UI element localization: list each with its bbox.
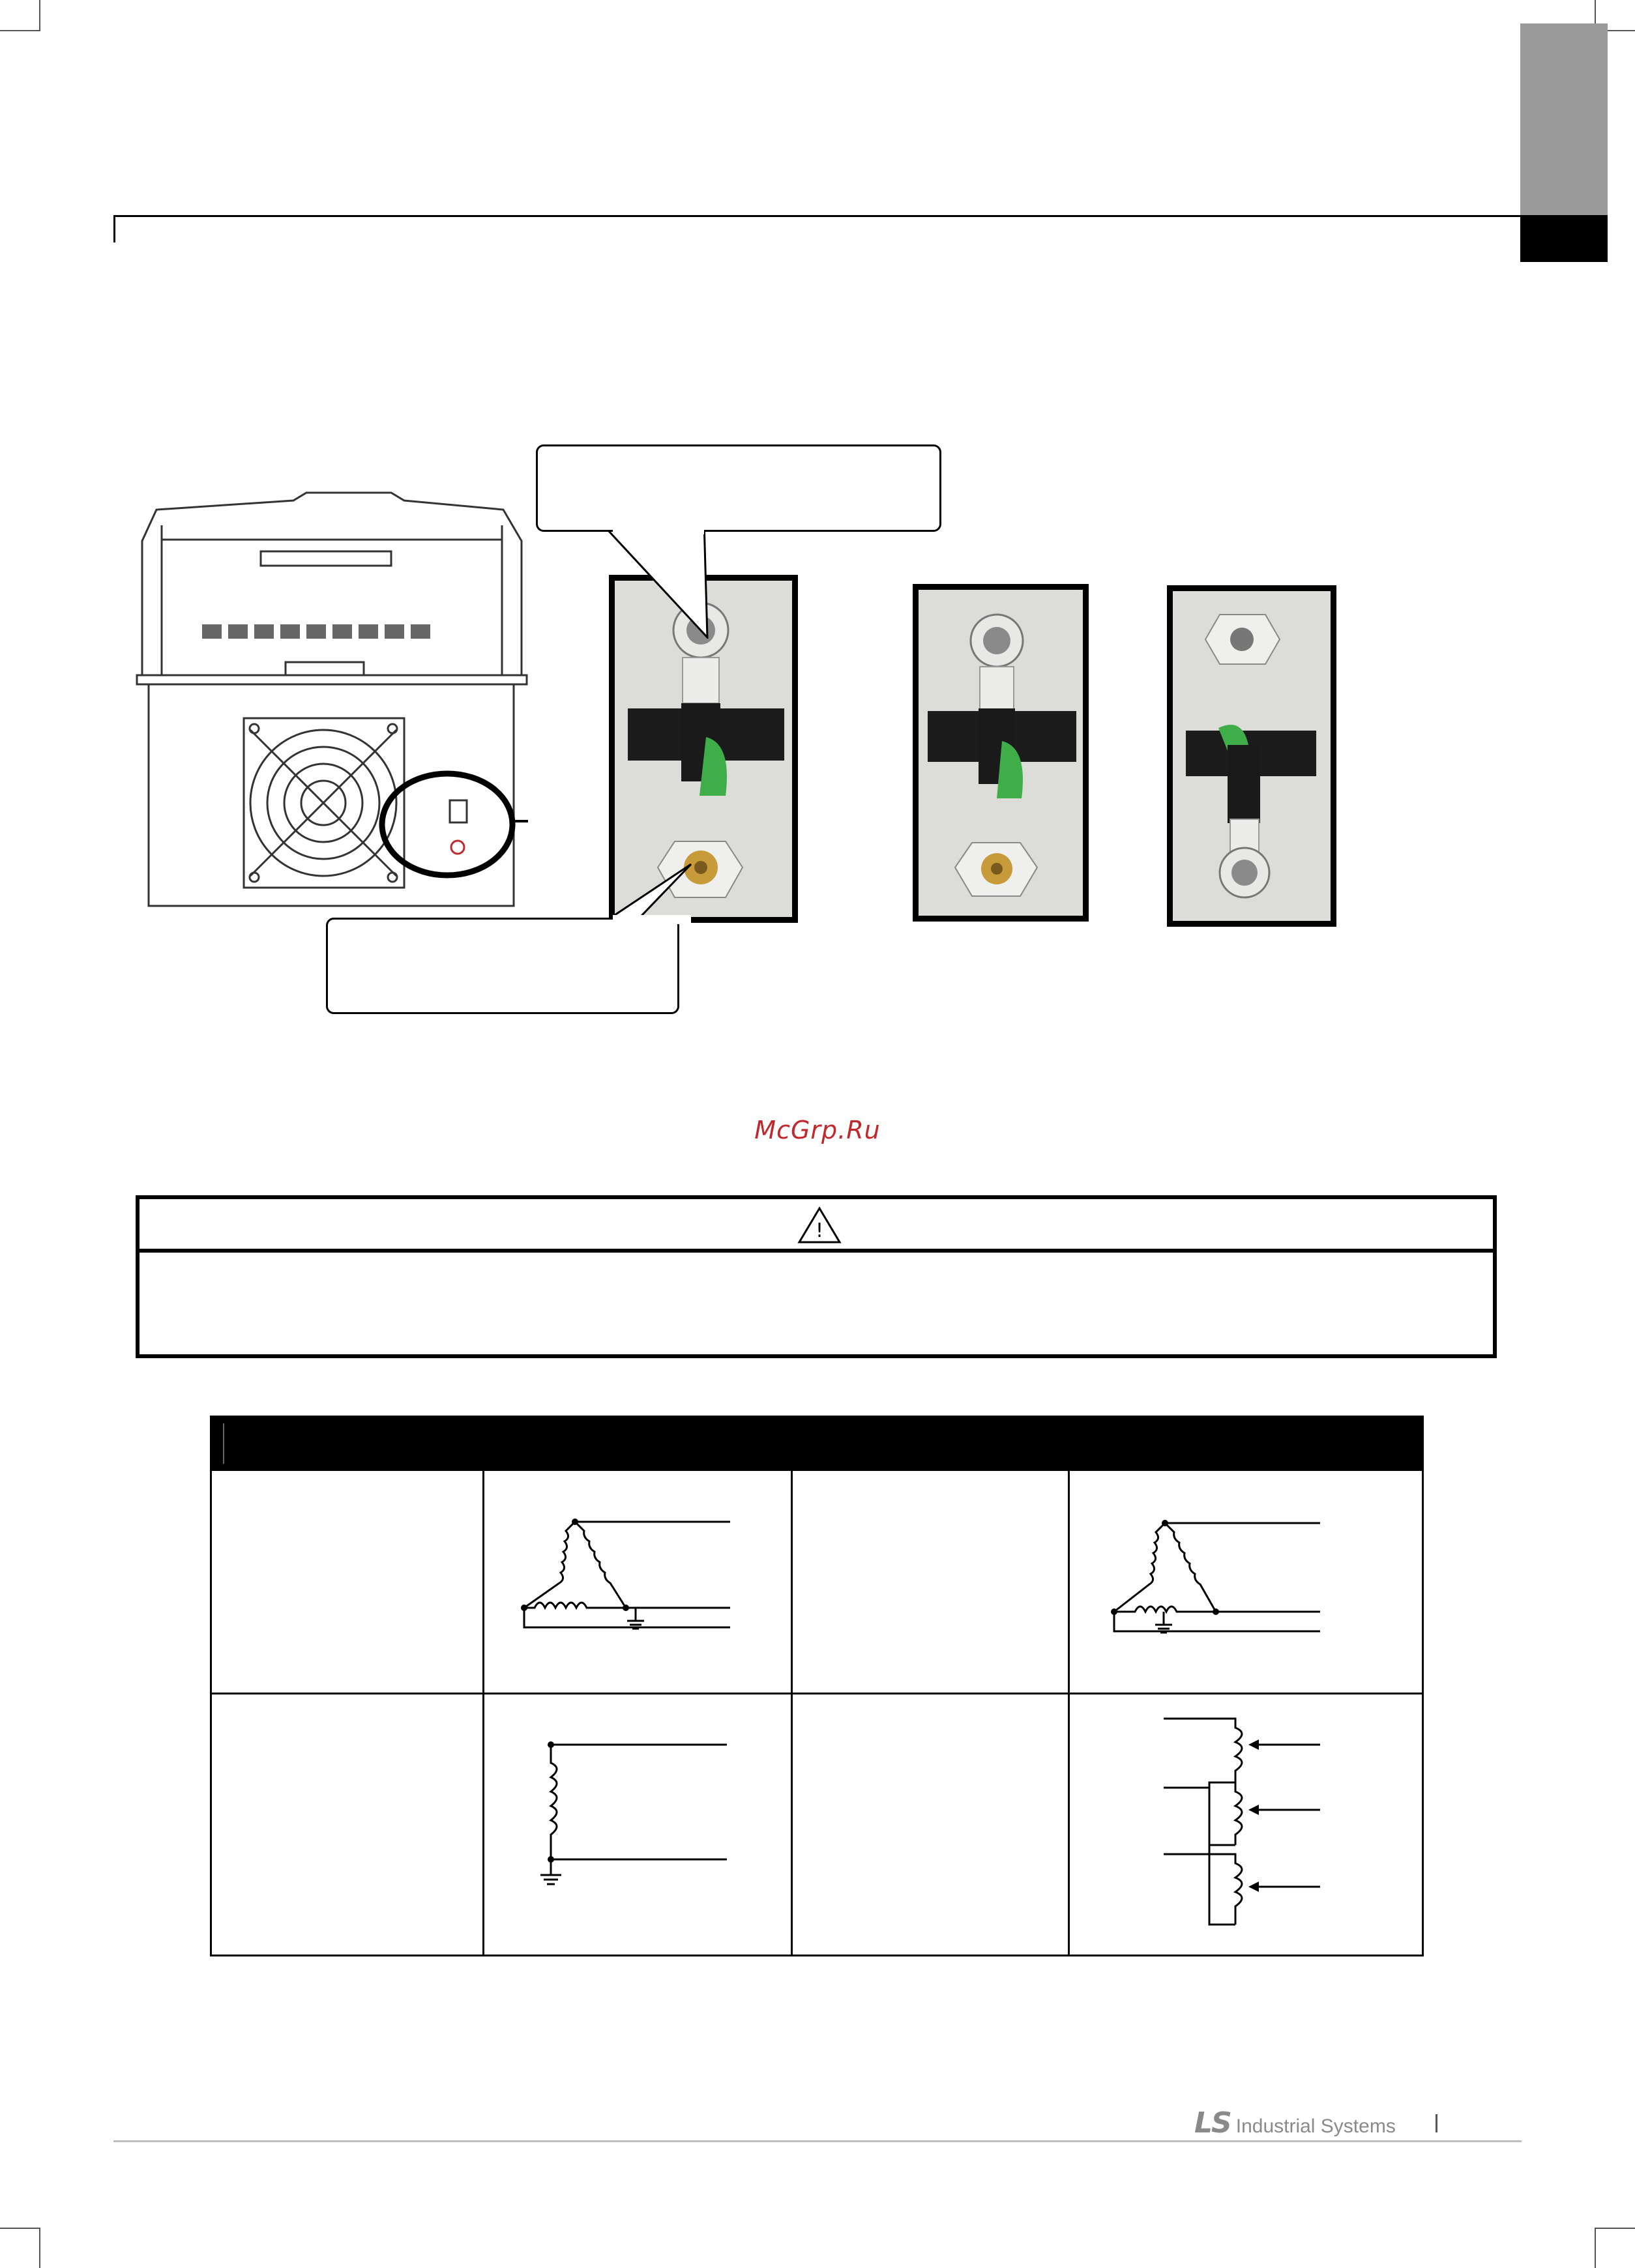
watermark: McGrp.Ru	[754, 1116, 881, 1144]
ground-terminal-photo-2	[913, 584, 1089, 922]
header-rule-tick	[113, 215, 115, 242]
table-divider	[482, 1471, 484, 1955]
crop-mark	[39, 0, 40, 31]
callout-bubble-top	[536, 444, 941, 532]
crop-mark	[1595, 2228, 1635, 2229]
table-divider	[791, 1471, 793, 1955]
crop-mark	[1595, 2228, 1596, 2268]
grounding-table	[210, 1416, 1424, 1956]
table-divider	[212, 1693, 1422, 1694]
chapter-side-tab-dark	[1520, 215, 1608, 262]
table-header	[210, 1416, 1424, 1471]
warning-triangle-icon	[797, 1206, 842, 1245]
inverter-drawing	[130, 469, 528, 912]
footer-rule	[113, 2140, 1522, 2142]
table-divider	[1068, 1471, 1070, 1955]
delta-midpoint-ground-diagram	[1098, 1510, 1320, 1660]
caution-box	[136, 1195, 1497, 1358]
brand-name: Industrial Systems	[1235, 2115, 1396, 2137]
crop-mark	[0, 30, 40, 31]
three-phase-tapped-diagram	[1157, 1711, 1405, 1952]
svg-text:!: !	[815, 1219, 824, 1242]
delta-corner-ground-diagram	[508, 1510, 730, 1660]
caution-header	[140, 1199, 1493, 1253]
callout-bubble-bottom	[326, 918, 679, 1014]
crop-mark	[39, 2228, 40, 2268]
brand-logo	[1194, 2106, 1396, 2140]
crop-mark	[0, 2228, 40, 2229]
footer-page-divider	[1436, 2114, 1437, 2132]
callout-pointer-top	[587, 521, 717, 639]
ground-terminal-photo-3	[1167, 585, 1336, 927]
header-rule	[113, 215, 1525, 217]
chapter-side-tab	[1520, 23, 1608, 215]
brand-mark: LS	[1194, 2106, 1231, 2140]
single-phase-ground-diagram	[531, 1732, 727, 1921]
table-body	[210, 1471, 1424, 1956]
